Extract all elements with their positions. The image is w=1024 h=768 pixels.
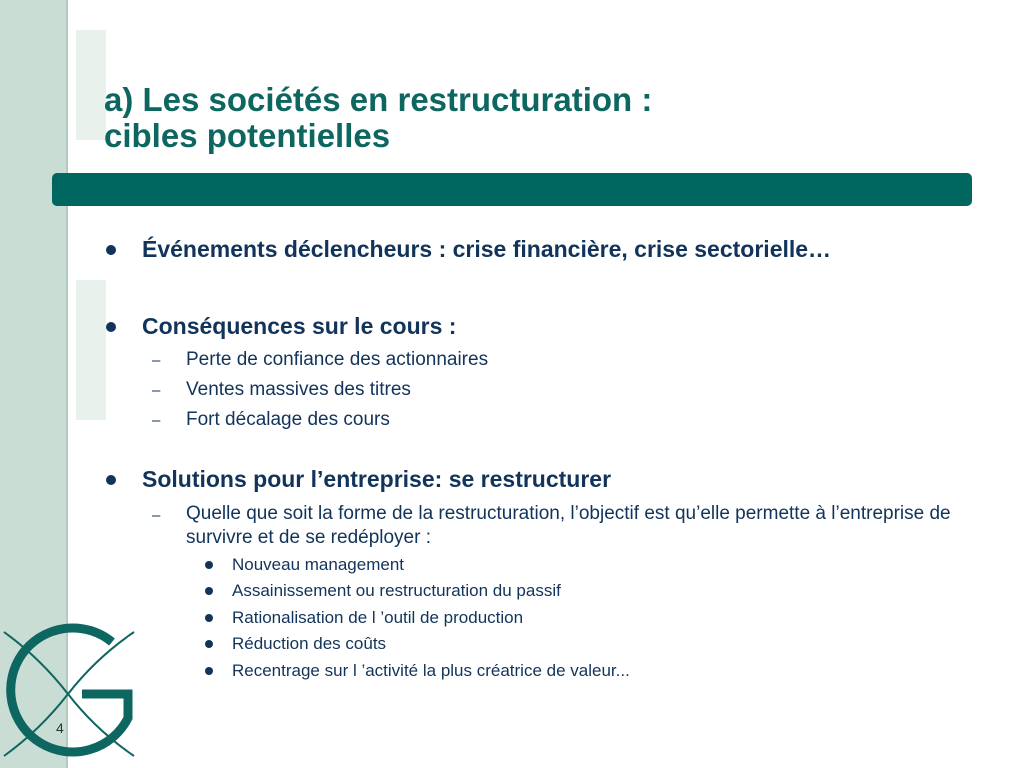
sub-subitem: Rationalisation de l ’outil de production <box>232 608 524 627</box>
dash-marker: – <box>152 507 161 524</box>
title-line-1: a) Les sociétés en restructuration : <box>104 81 653 118</box>
dash-marker: – <box>152 352 161 369</box>
sub-bullet-dot <box>205 561 213 569</box>
subitem: Perte de confiance des actionnaires <box>186 349 489 370</box>
bullet-dot <box>106 475 116 485</box>
dash-marker: – <box>152 382 161 399</box>
dash-marker: – <box>152 412 161 429</box>
sub-subitem: Réduction des coûts <box>232 634 387 653</box>
bullet-consequences: Conséquences sur le cours : <box>142 313 457 339</box>
bullet-triggering-events: Événements déclencheurs : crise financière, crise sectorielle… <box>142 236 832 262</box>
bullet-solutions: Solutions pour l’entreprise: se restructurer <box>142 466 612 492</box>
sub-bullet-dot <box>205 667 213 675</box>
bullet-dot <box>106 322 116 332</box>
sub-bullet-dot <box>205 614 213 622</box>
sub-subitem: Recentrage sur l ’activité la plus créatrice de valeur... <box>232 661 630 680</box>
slide-number: 4 <box>56 720 64 736</box>
title-line-2: cibles potentielles <box>104 117 391 154</box>
subitem: Ventes massives des titres <box>186 379 411 400</box>
subitem: Quelle que soit la forme de la restructuration, l’objectif est qu’elle permette à l’entreprise de survivre et de se redéployer : <box>186 503 951 548</box>
sub-bullet-dot <box>205 587 213 595</box>
bullet-dot <box>106 245 116 255</box>
sub-subitem: Nouveau management <box>232 555 405 574</box>
sub-subitem: Assainissement ou restructuration du passif <box>232 581 561 600</box>
subitem: Fort décalage des cours <box>186 409 390 430</box>
sub-bullet-dot <box>205 640 213 648</box>
